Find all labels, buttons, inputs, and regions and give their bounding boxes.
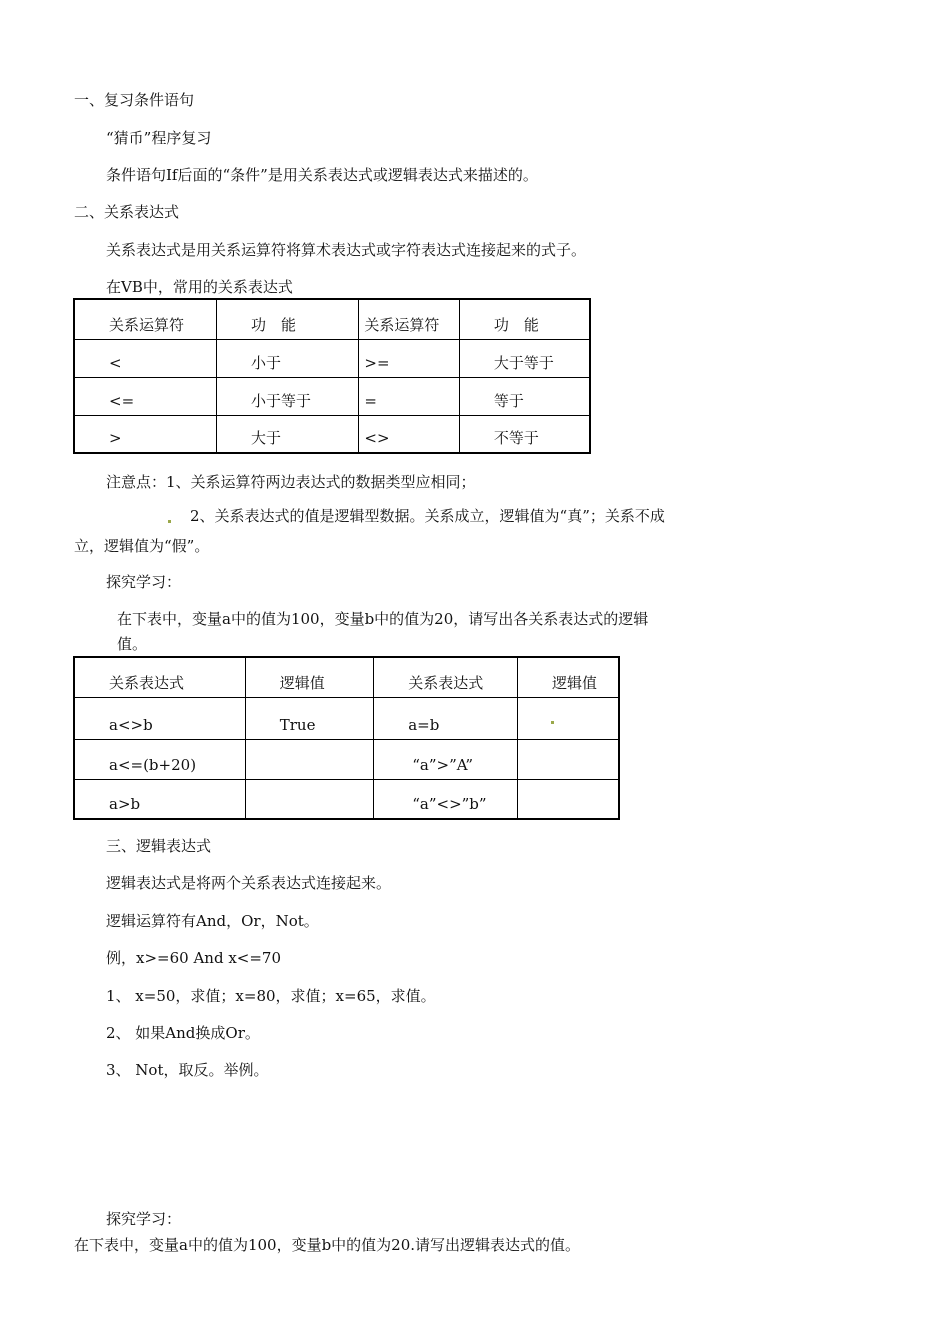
table-header-cell: 关系运算符: [359, 299, 460, 339]
section-2-line-1: 关系表达式是用关系运算符将算术表达式或字符表达式连接起来的式子。: [106, 241, 587, 259]
note-1: 注意点：1、关系运算符两边表达式的数据类型应相同；: [106, 473, 476, 491]
section-3-line-2: 逻辑运算符有And，Or，Not。: [106, 912, 319, 930]
table-header-cell: 关系运算符: [74, 299, 216, 339]
table-cell: >=: [359, 339, 460, 377]
exercise-item-3: 3、 Not，取反。举例。: [106, 1061, 269, 1079]
table-cell: a=b: [374, 697, 518, 739]
table-cell: =: [359, 377, 460, 415]
answer-cell[interactable]: [517, 779, 619, 819]
bottom-explore-text: 在下表中，变量a中的值为100，变量b中的值为20.请写出逻辑表达式的值。: [74, 1236, 581, 1254]
exercise-item-1: 1、 x=50，求值；x=80，求值；x=65，求值。: [106, 987, 436, 1005]
stray-mark: [551, 721, 554, 724]
table-header-row: [74, 657, 619, 697]
table-1-caption: 在VB中，常用的关系表达式: [106, 278, 293, 296]
table-cell: >: [74, 415, 216, 453]
section-1-line-2: 条件语句If后面的“条件”是用关系表达式或逻辑表达式来描述的。: [106, 166, 538, 184]
table-cell: 大于: [216, 415, 358, 453]
explore-text-line-b: 值。: [117, 635, 148, 653]
note-2-line-a: 2、关系表达式的值是逻辑型数据。关系成立，逻辑值为“真”；关系不成: [190, 507, 665, 525]
section-1-line-1: “猜币”程序复习: [106, 129, 212, 147]
table-header-cell: 逻辑值: [517, 657, 619, 697]
relational-expression-values-table: [73, 656, 620, 820]
table-row: [74, 697, 619, 739]
table-cell: 等于: [459, 377, 590, 415]
answer-cell[interactable]: [517, 697, 619, 739]
table-cell: a<>b: [74, 697, 245, 739]
section-1-heading: 一、复习条件语句: [74, 91, 195, 109]
table-header-cell: 逻辑值: [245, 657, 373, 697]
table-row: [74, 377, 590, 415]
table-header-cell: 关系表达式: [74, 657, 245, 697]
exercise-item-2: 2、 如果And换成Or。: [106, 1024, 260, 1042]
table-cell: <>: [359, 415, 460, 453]
relational-operators-table: [73, 298, 591, 454]
table-cell: a<=(b+20): [74, 739, 245, 779]
table-header-cell: 功 能: [459, 299, 590, 339]
table-cell: a>b: [74, 779, 245, 819]
section-3-line-1: 逻辑表达式是将两个关系表达式连接起来。: [106, 874, 392, 892]
table-row: [74, 339, 590, 377]
table-cell: <: [74, 339, 216, 377]
table-cell: 小于: [216, 339, 358, 377]
table-cell: 大于等于: [459, 339, 590, 377]
explore-label: 探究学习：: [106, 573, 182, 591]
table-header-cell: 功 能: [216, 299, 358, 339]
section-3-heading: 三、逻辑表达式: [106, 837, 212, 855]
bottom-explore-label: 探究学习：: [106, 1210, 182, 1228]
stray-mark: [168, 520, 171, 523]
answer-cell[interactable]: [245, 739, 373, 779]
table-cell: 小于等于: [216, 377, 358, 415]
table-row: [74, 739, 619, 779]
answer-cell[interactable]: [245, 779, 373, 819]
table-row: [74, 415, 590, 453]
table-cell: “a”<>”b”: [374, 779, 518, 819]
example-line: 例，x>=60 And x<=70: [106, 949, 281, 967]
table-cell: True: [245, 697, 373, 739]
table-header-cell: 关系表达式: [374, 657, 518, 697]
table-cell: 不等于: [459, 415, 590, 453]
section-2-heading: 二、关系表达式: [74, 203, 180, 221]
explore-text-line-a: 在下表中，变量a中的值为100，变量b中的值为20，请写出各关系表达式的逻辑: [117, 610, 649, 628]
note-2-line-b: 立，逻辑值为“假”。: [74, 537, 210, 555]
answer-cell[interactable]: [517, 739, 619, 779]
table-row: [74, 779, 619, 819]
table-cell: “a”>”A”: [374, 739, 518, 779]
table-cell: <=: [74, 377, 216, 415]
table-header-row: [74, 299, 590, 339]
